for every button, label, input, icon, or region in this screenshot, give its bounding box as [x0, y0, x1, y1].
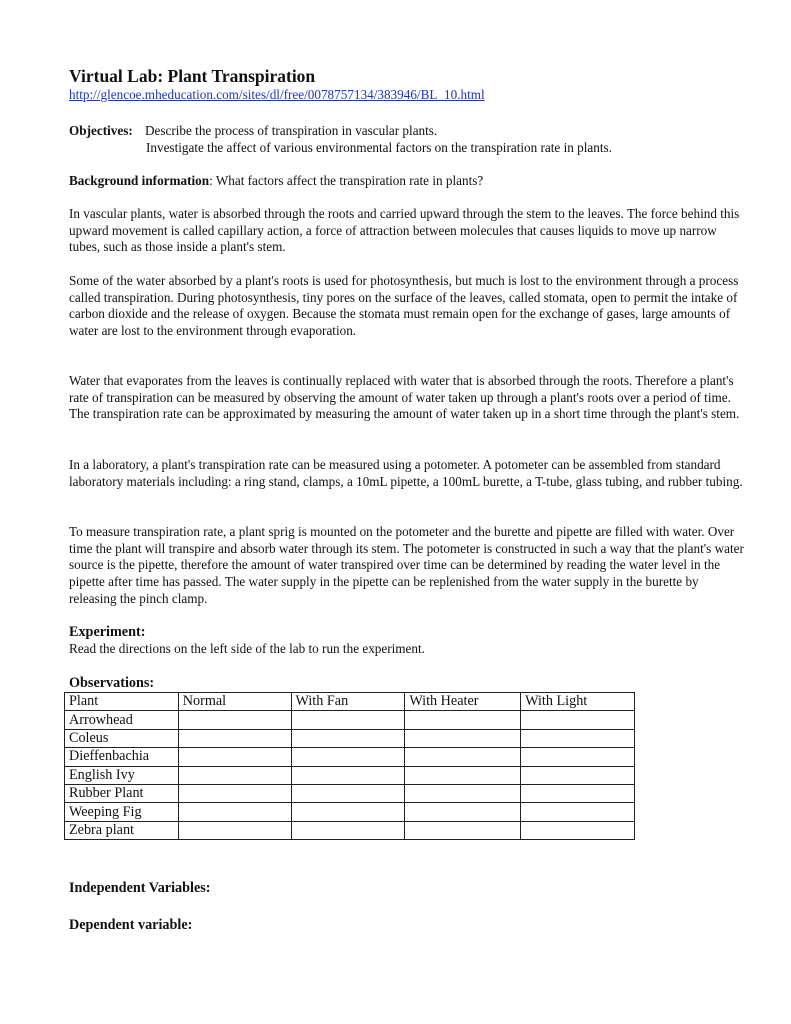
table-header-row: [65, 693, 635, 711]
observations-heading: Observations:: [69, 675, 155, 691]
with-fan-cell[interactable]: [291, 748, 405, 766]
with-fan-cell[interactable]: [291, 821, 405, 839]
page-title: Virtual Lab: Plant Transpiration: [69, 66, 316, 86]
with-heater-cell[interactable]: [405, 711, 521, 729]
experiment-text: Read the directions on the left side of the lab to run the experiment.: [69, 641, 425, 656]
with-heater-cell[interactable]: [405, 729, 521, 747]
table-row: [65, 711, 635, 729]
with-heater-cell[interactable]: [405, 766, 521, 784]
background-label: Background information: [69, 173, 210, 188]
with-light-cell[interactable]: [521, 803, 635, 821]
objectives-label: Objectives:: [69, 123, 133, 138]
paragraph-transpiration: Some of the water absorbed by a plant's roots is used for photosynthesis, but much is lost to the environment through a process called transpiration. During photosynthesis, tiny pores on the surface of the leaves, called stomata, open to permit the intake of carbon dioxide and the release of oxygen. Because the stomata must remain open for the exchange of gases, large amounts of water are lost to the environment through evaporation.: [69, 273, 739, 339]
normal-cell[interactable]: [178, 729, 291, 747]
with-light-cell[interactable]: [521, 766, 635, 784]
dependent-variable-label: Dependent variable:: [69, 917, 193, 933]
plant-name-cell: Arrowhead: [65, 711, 179, 729]
normal-cell[interactable]: [178, 784, 291, 802]
table-row: [65, 766, 635, 784]
plant-name-cell: English Ivy: [65, 766, 179, 784]
table-row: [65, 729, 635, 747]
independent-variables-label: Independent Variables:: [69, 880, 211, 896]
header-with-fan: With Fan: [291, 693, 405, 711]
background-question: [69, 173, 745, 190]
with-light-cell[interactable]: [521, 748, 635, 766]
with-heater-cell[interactable]: [405, 803, 521, 821]
header-with-heater: With Heater: [405, 693, 521, 711]
plant-name-cell: Weeping Fig: [65, 803, 179, 821]
with-heater-cell[interactable]: [405, 821, 521, 839]
table-row: [65, 748, 635, 766]
header-with-light: With Light: [521, 693, 635, 711]
plant-name-cell: Dieffenbachia: [65, 748, 179, 766]
normal-cell[interactable]: [178, 766, 291, 784]
with-light-cell[interactable]: [521, 711, 635, 729]
paragraph-procedure: To measure transpiration rate, a plant sprig is mounted on the potometer and the burette and pipette are filled with water. Over time the plant will transpire and absorb water through its stem. The potometer is constructed in such a way that the plant's water source is the pipette, therefore the amount of water transpired over time can be determined by reading the water level in the pipette after time has passed. The water supply in the pipette can be replenished from the water supply in the burette by releasing the pinch clamp.: [69, 524, 744, 606]
plant-name-cell: Coleus: [65, 729, 179, 747]
objectives-section: [69, 123, 745, 156]
normal-cell[interactable]: [178, 748, 291, 766]
observations-table: [64, 692, 635, 840]
normal-cell[interactable]: [178, 711, 291, 729]
table-row: [65, 803, 635, 821]
experiment-heading: Experiment:: [69, 624, 146, 640]
header-plant: Plant: [65, 693, 179, 711]
objective-2: Investigate the affect of various environmental factors on the transpiration rate in plants.: [146, 139, 612, 155]
normal-cell[interactable]: [178, 821, 291, 839]
with-fan-cell[interactable]: [291, 803, 405, 821]
table-row: [65, 821, 635, 839]
with-light-cell[interactable]: [521, 729, 635, 747]
paragraph-potometer: In a laboratory, a plant's transpiration rate can be measured using a potometer. A potometer can be assembled from standard laboratory materials including: a ring stand, clamps, a 10mL pipette, a 100mL burette, a T-tube, glass tubing, and rubber tubing.: [69, 457, 743, 489]
paragraph-capillary: In vascular plants, water is absorbed through the roots and carried upward through the stem to the leaves. The force behind this upward movement is called capillary action, a force of attraction between molecules that causes liquids to move up narrow tubes, such as those inside a plant's stem.: [69, 206, 740, 255]
background-question-text: : What factors affect the transpiration rate in plants?: [209, 173, 484, 188]
plant-name-cell: Zebra plant: [65, 821, 179, 839]
objective-1: Describe the process of transpiration in vascular plants.: [145, 123, 438, 138]
with-fan-cell[interactable]: [291, 766, 405, 784]
with-heater-cell[interactable]: [405, 784, 521, 802]
with-fan-cell[interactable]: [291, 784, 405, 802]
with-light-cell[interactable]: [521, 784, 635, 802]
table-row: [65, 784, 635, 802]
paragraph-measurement: Water that evaporates from the leaves is continually replaced with water that is absorbed through the roots. Therefore a plant's rate of transpiration can be measured by observing the amount of water taken up through a plant's roots over a period of time. The transpiration rate can be approximated by measuring the amount of water taken up in a short time through the plant's stem.: [69, 373, 740, 422]
normal-cell[interactable]: [178, 803, 291, 821]
with-fan-cell[interactable]: [291, 729, 405, 747]
lab-link[interactable]: http://glencoe.mheducation.com/sites/dl/free/0078757134/383946/BL_10.html: [69, 87, 485, 102]
plant-name-cell: Rubber Plant: [65, 784, 179, 802]
with-fan-cell[interactable]: [291, 711, 405, 729]
with-heater-cell[interactable]: [405, 748, 521, 766]
with-light-cell[interactable]: [521, 821, 635, 839]
header-normal: Normal: [178, 693, 291, 711]
